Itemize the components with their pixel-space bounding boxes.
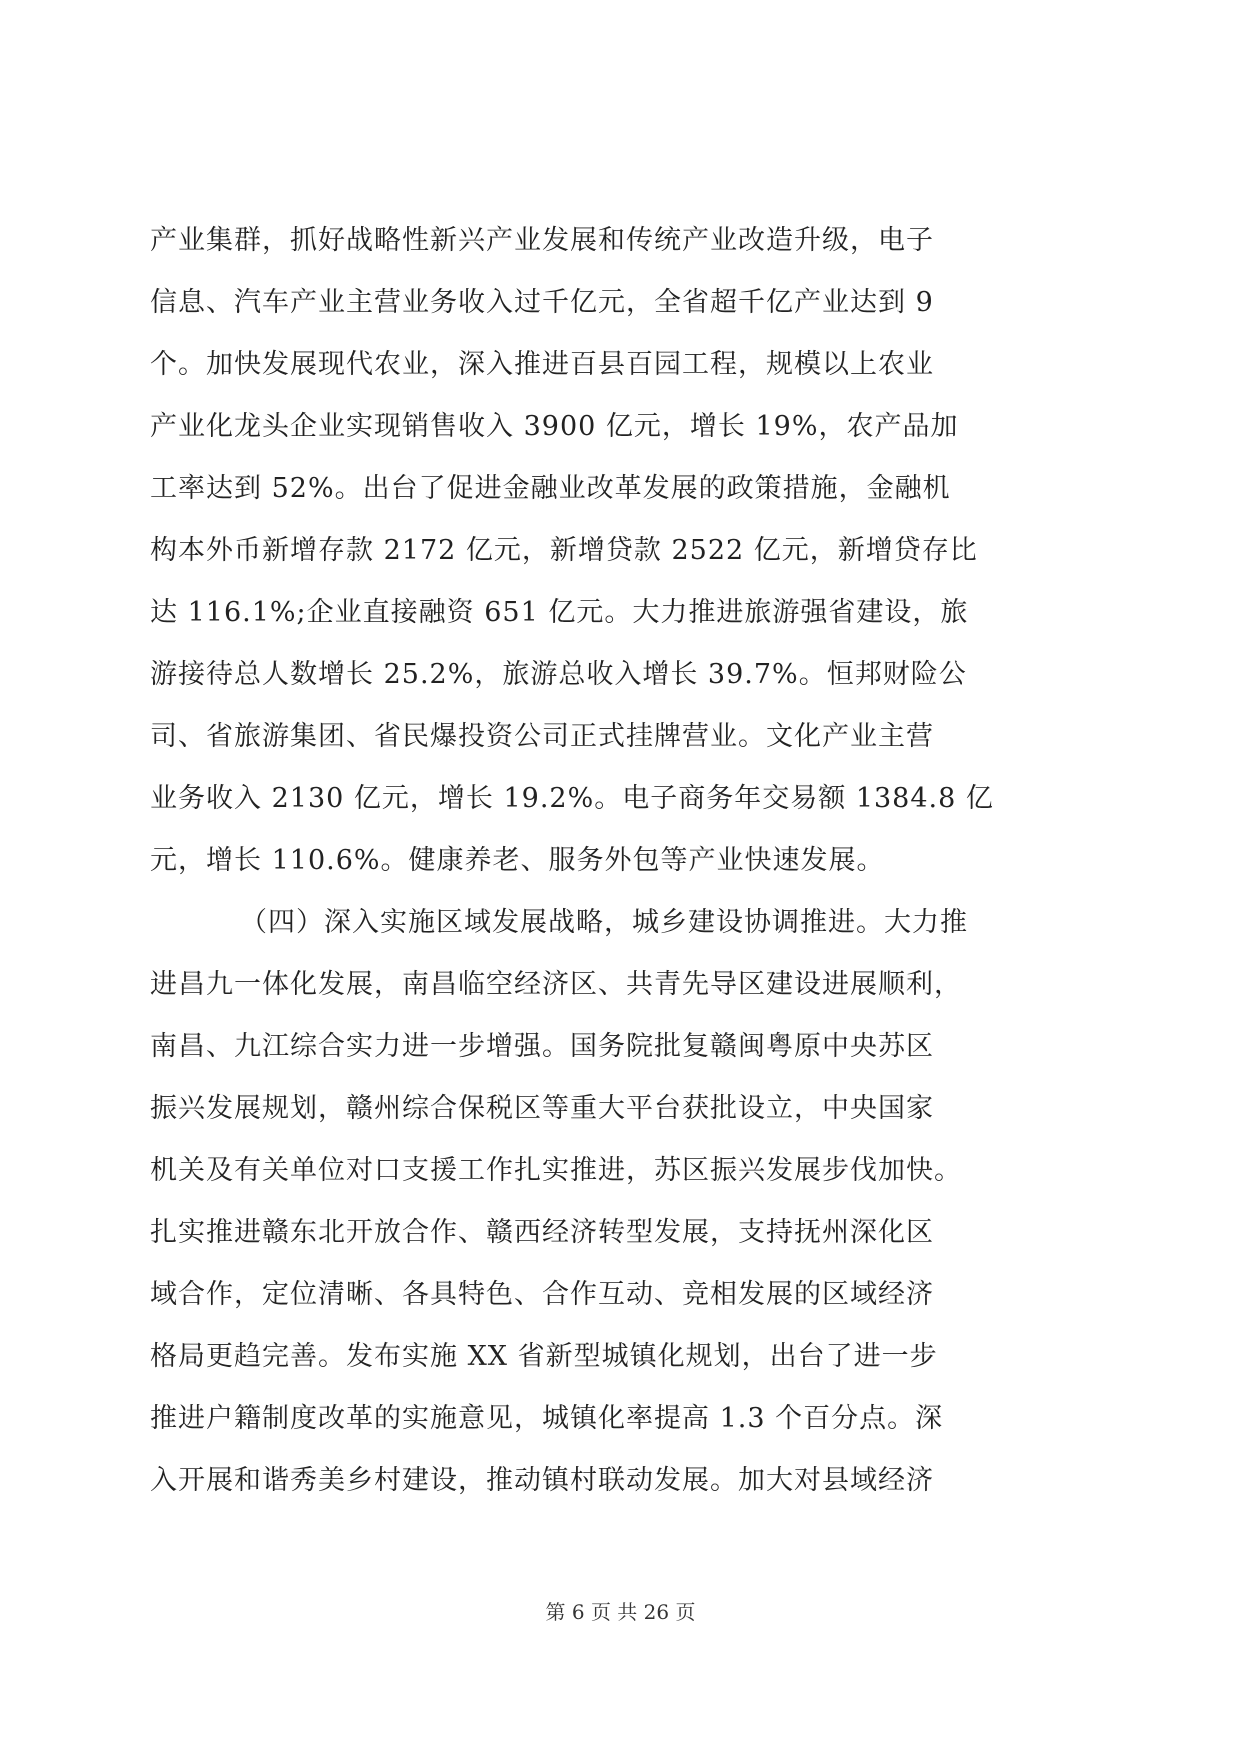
- text-line: 推进户籍制度改革的实施意见，城镇化率提高 1.3 个百分点。深: [150, 1403, 944, 1434]
- text-line: 振兴发展规划，赣州综合保税区等重大平台获批设立，中央国家: [150, 1093, 934, 1124]
- text-line: 南昌、九江综合实力进一步增强。国务院批复赣闽粤原中央苏区: [150, 1031, 934, 1062]
- text-line: 个。加快发展现代农业，深入推进百县百园工程，规模以上农业: [150, 349, 934, 380]
- text-line: 机关及有关单位对口支援工作扎实推进，苏区振兴发展步伐加快。: [150, 1155, 962, 1186]
- text-line: 格局更趋完善。发布实施 XX 省新型城镇化规划，出台了进一步: [150, 1341, 938, 1372]
- text-line: 构本外币新增存款 2172 亿元，新增贷款 2522 亿元，新增贷存比: [150, 535, 978, 566]
- text-line: 扎实推进赣东北开放合作、赣西经济转型发展，支持抚州深化区: [150, 1217, 934, 1248]
- text-line: 业务收入 2130 亿元，增长 19.2%。电子商务年交易额 1384.8 亿: [150, 783, 994, 814]
- text-line: 进昌九一体化发展，南昌临空经济区、共青先导区建设进展顺利，: [150, 969, 962, 1000]
- text-line: 司、省旅游集团、省民爆投资公司正式挂牌营业。文化产业主营: [150, 721, 934, 752]
- body-text: [150, 210, 1090, 1512]
- text-line: 信息、汽车产业主营业务收入过千亿元，全省超千亿产业达到 9: [150, 287, 934, 318]
- text-line: 入开展和谐秀美乡村建设，推动镇村联动发展。加大对县域经济: [150, 1465, 934, 1496]
- text-line: 域合作，定位清晰、各具特色、合作互动、竞相发展的区域经济: [150, 1279, 934, 1310]
- text-line: 产业集群，抓好战略性新兴产业发展和传统产业改造升级，电子: [150, 225, 934, 256]
- text-line: 产业化龙头企业实现销售收入 3900 亿元，增长 19%，农产品加: [150, 411, 959, 442]
- text-line: （四）深入实施区域发展战略，城乡建设协调推进。大力推: [240, 907, 968, 938]
- text-line: 游接待总人数增长 25.2%，旅游总收入增长 39.7%。恒邦财险公: [150, 659, 967, 690]
- page-footer: 第 6 页 共 26 页: [545, 1600, 696, 1624]
- text-line: 达 116.1%;企业直接融资 651 亿元。大力推进旅游强省建设，旅: [150, 597, 969, 628]
- text-line: 元，增长 110.6%。健康养老、服务外包等产业快速发展。: [150, 845, 885, 876]
- text-line: 工率达到 52%。出台了促进金融业改革发展的政策措施，金融机: [150, 473, 951, 504]
